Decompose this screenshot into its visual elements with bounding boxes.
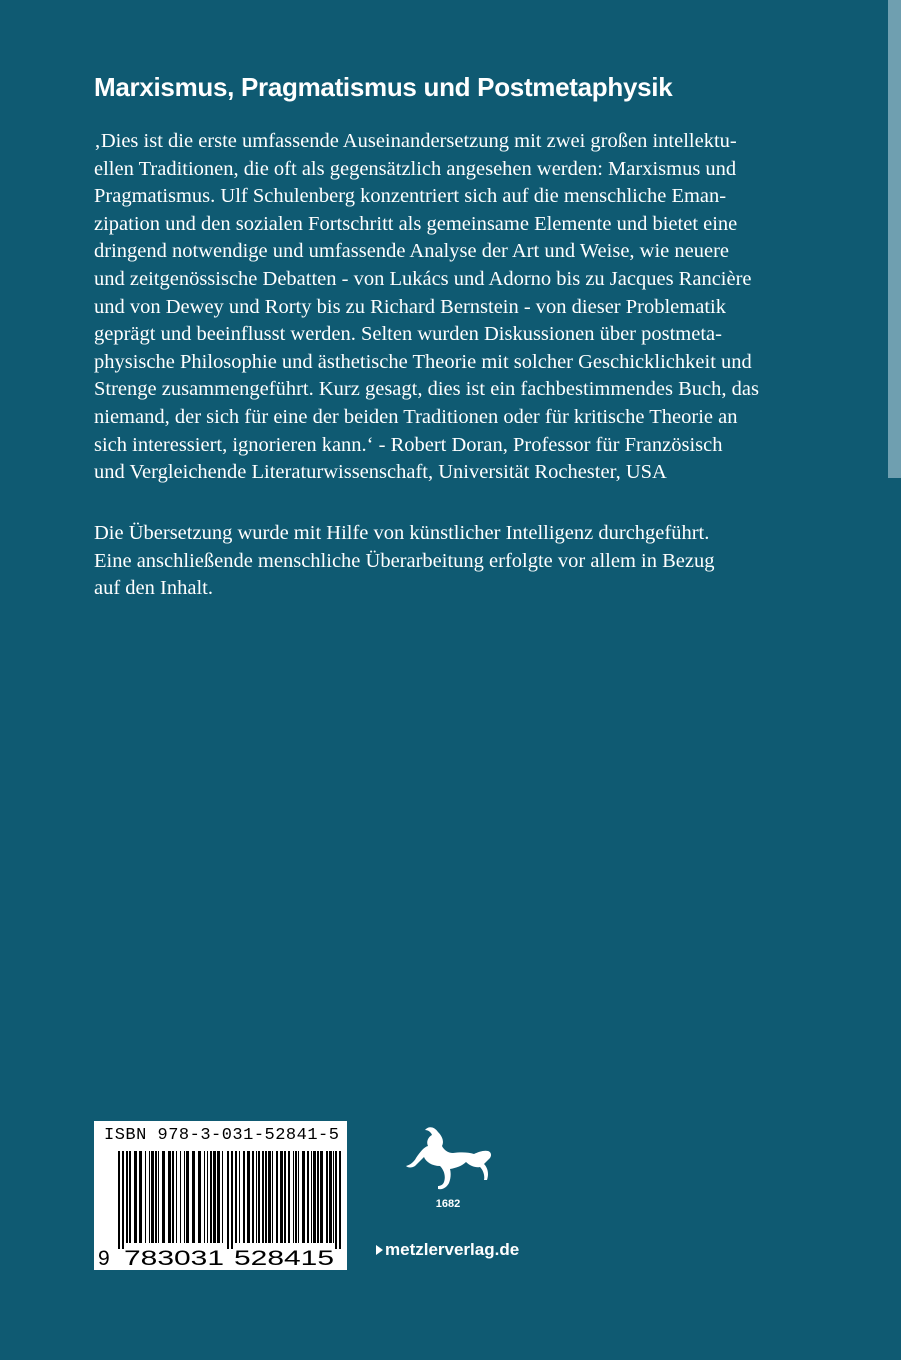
barcode-bar — [207, 1151, 208, 1243]
barcode-bar — [256, 1151, 257, 1243]
barcode-bar — [298, 1151, 299, 1243]
barcode-bar — [339, 1151, 341, 1249]
barcode-bar — [186, 1151, 189, 1243]
barcode-graphic — [94, 1121, 347, 1270]
barcode-bar — [149, 1151, 150, 1243]
barcode-bar — [313, 1151, 316, 1243]
barcode-bar — [126, 1151, 128, 1243]
blurb-line: Strenge zusammengeführt. Kurz gesagt, dies ist ein fachbestimmendes Buch, das — [94, 378, 759, 401]
blurb-line: Pragmatismus. Ulf Schulenberg konzentriert sich auf die menschliche Eman- — [94, 185, 727, 208]
barcode-bar — [184, 1151, 185, 1243]
barcode-bar — [311, 1151, 312, 1243]
barcode-bar — [295, 1151, 297, 1243]
barcode-bar — [243, 1151, 245, 1243]
barcode-bar — [213, 1151, 216, 1243]
barcode-bar — [155, 1151, 157, 1243]
barcode-bar — [192, 1151, 195, 1243]
publisher-url-text: metzlerverlag.de — [385, 1240, 520, 1259]
barcode-bar — [247, 1151, 250, 1243]
barcode-bar — [307, 1151, 309, 1243]
barcode-bar — [262, 1151, 264, 1243]
barcode-bar — [227, 1151, 229, 1249]
publisher-horse-logo-icon — [398, 1122, 498, 1200]
arrow-right-icon — [376, 1245, 383, 1255]
blurb-line: ‚Dies ist die erste umfassende Auseinandersetzung mit zwei großen intellektu- — [94, 130, 737, 152]
barcode-bar — [158, 1151, 159, 1243]
barcode-bar — [302, 1151, 305, 1243]
spine-edge-strip — [888, 0, 901, 478]
barcode-bar — [335, 1151, 337, 1249]
barcode-bar — [317, 1151, 319, 1243]
blurb-line: ellen Traditionen, die oft als gegensätzlich angesehen werden: Marxismus und — [94, 157, 737, 180]
barcode-bar — [333, 1151, 334, 1243]
barcode-bar — [180, 1151, 181, 1243]
barcode-bar — [172, 1151, 174, 1243]
blurb-line: physische Philosophie und ästhetische Theorie mit solcher Geschicklichkeit und — [94, 350, 752, 373]
barcode-bar — [118, 1151, 120, 1249]
barcode-bar — [272, 1151, 273, 1243]
blurb-line: und von Dewey und Rorty bis zu Richard Bernstein - von dieser Problematik — [94, 295, 726, 318]
barcode-bar — [217, 1151, 220, 1243]
isbn-barcode — [94, 1121, 347, 1270]
barcode-bar — [288, 1151, 290, 1243]
barcode-digit-lead: 9 — [98, 1247, 110, 1270]
barcode-digits-left: 783031 — [124, 1247, 224, 1270]
blurb-line: geprägt und beeinflusst werden. Selten wurden Diskussionen über postmeta- — [94, 323, 722, 346]
barcode-bar — [222, 1151, 223, 1243]
barcode-bar — [276, 1151, 278, 1243]
note-line: Die Übersetzung wurde mit Hilfe von künstlicher Intelligenz durchgeführt. — [94, 522, 710, 544]
blurb-line: und zeitgenössische Debatten - von Lukács und Adorno bis zu Jacques Rancière — [94, 267, 752, 290]
book-title: Marxismus, Pragmatismus und Postmetaphysik — [94, 72, 673, 102]
publisher-url-link[interactable] — [376, 1240, 519, 1260]
barcode-bar — [204, 1151, 205, 1243]
blurb-line: niemand, der sich für eine der beiden Traditionen oder für kritische Theorie an — [94, 405, 738, 428]
barcode-bar — [231, 1151, 233, 1249]
barcode-bar — [268, 1151, 271, 1243]
blurb-line: dringend notwendige und umfassende Analyse der Art und Weise, wie neuere — [94, 240, 730, 263]
barcode-bar — [176, 1151, 177, 1243]
barcode-bar — [122, 1151, 124, 1249]
note-line: auf den Inhalt. — [94, 577, 213, 600]
note-line: Eine anschließende menschliche Überarbeitung erfolgte vor allem in Bezug — [94, 549, 715, 572]
barcode-bar — [320, 1151, 323, 1243]
blurb-quote — [94, 128, 794, 487]
barcode-bar — [139, 1151, 142, 1243]
blurb-line: sich interessiert, ignorieren kann.‘ - Robert Doran, Professor für Französisch — [94, 433, 723, 456]
logo-year: 1682 — [435, 1198, 461, 1210]
barcode-bar — [168, 1151, 171, 1243]
barcode-bar — [235, 1151, 237, 1243]
barcode-bar — [129, 1151, 131, 1243]
barcode-bar — [326, 1151, 328, 1243]
barcode-bar — [293, 1151, 294, 1243]
barcode-bar — [151, 1151, 154, 1243]
barcode-bar — [162, 1151, 165, 1243]
barcode-digits-right: 528415 — [234, 1247, 334, 1270]
isbn-number: ISBN 978-3-031-52841-5 — [104, 1126, 340, 1145]
barcode-bar — [280, 1151, 283, 1243]
barcode-bar — [134, 1151, 137, 1243]
barcode-bar — [145, 1151, 146, 1243]
translation-note — [94, 520, 794, 603]
blurb-line: und Vergleichende Literaturwissenschaft, Universität Rochester, USA — [94, 461, 667, 484]
barcode-bar — [210, 1151, 212, 1243]
barcode-bar — [252, 1151, 254, 1243]
barcode-bar — [329, 1151, 332, 1243]
barcode-bar — [284, 1151, 286, 1243]
barcode-bars — [118, 1151, 341, 1249]
barcode-bar — [239, 1151, 240, 1243]
blurb-line: zipation und den sozialen Fortschritt als gemeinsame Elemente und bietet eine — [94, 212, 738, 235]
barcode-bar — [258, 1151, 260, 1243]
barcode-bar — [198, 1151, 201, 1243]
barcode-bar — [265, 1151, 267, 1243]
